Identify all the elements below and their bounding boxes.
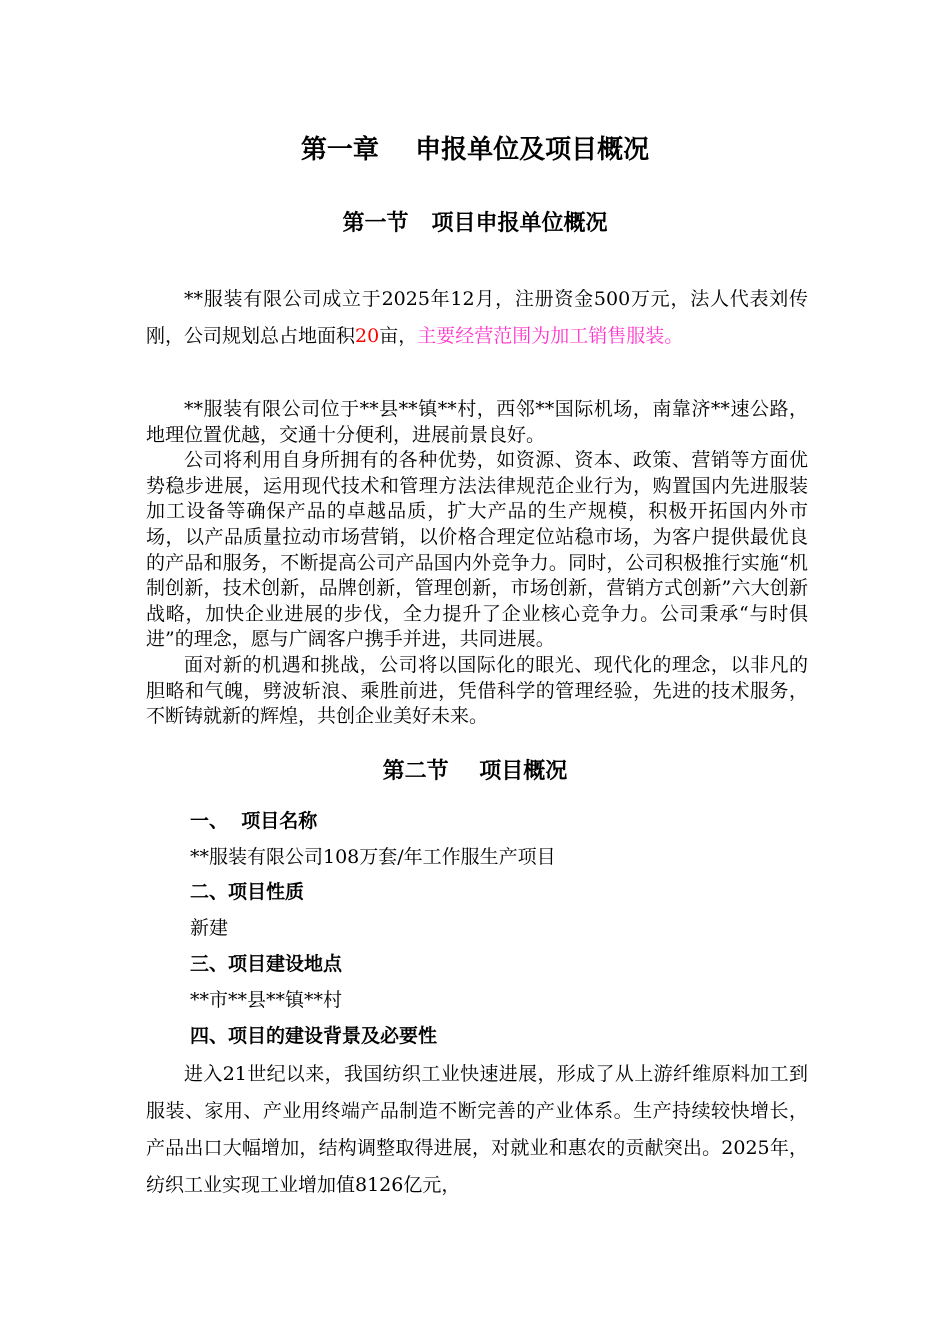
project-name-value: **服装有限公司108万套/年工作服生产项目	[190, 846, 556, 868]
project-location-heading: 三、项目建设地点	[190, 953, 343, 975]
outlook-paragraph: 面对新的机遇和挑战，公司将以国际化的眼光、现代化的理念，以非凡的胆略和气魄，劈波斩浪、乘胜前进，凭借科学的管理经验，先进的技术服务，不断铸就新的辉煌，共创企业美好未来。	[146, 653, 808, 728]
section-title-2: 第二节 项目概况	[382, 759, 568, 784]
business-scope-text: 主要经营范围为加工销售服装。	[417, 325, 684, 347]
strategy-paragraph: 公司将利用自身所拥有的各种优势，如资源、资本、政策、营销等方面优势稳步进展，运用现代技术和管理方法法律规范企业行为，购置国内先进服装加工设备等确保产品的卓越品质，扩大产品的生产规模，积极开拓国内外市场，以产品质量拉动市场营销，以价格合理定位站稳市场，为客户提供最优良的产品和服务，不断提高公司产品国内外竞争力。同时，公司积极推行实施“机制创新，技术创新，品牌创新，管理创新，市场创新，营销方式创新”六大创新战略，加快企业进展的步伐，全力提升了企业核心竞争力。公司秉承“与时俱进”的理念，愿与广阔客户携手并进，共同进展。	[146, 449, 808, 651]
background-heading: 四、项目的建设背景及必要性	[190, 1025, 438, 1047]
background-paragraph: 进入21世纪以来，我国纺织工业快速进展，形成了从上游纤维原料加工到服装、家用、产业用终端产品制造不断完善的产业体系。生产持续较快增长，产品出口大幅增加，结构调整取得进展，对就业和惠农的贡献突出。2025年，纺织工业实现工业增加值8126亿元，	[146, 1063, 808, 1196]
company-description-block	[146, 397, 808, 730]
area-unit-text: 亩，	[379, 325, 418, 347]
intro-text: **服装有限公司成立于2025年12月，注册资金500万元，法人代表刘传刚，公司规划总占地面积	[146, 288, 808, 347]
location-paragraph: **服装有限公司位于**县**镇**村，西邻**国际机场，南靠济**速公路，地理位置优越，交通十分便利，进展前景良好。	[146, 398, 808, 446]
project-location-value: **市**县**镇**村	[190, 989, 343, 1011]
project-nature-value: 新建	[190, 917, 229, 939]
project-name-heading: 一、 项目名称	[190, 810, 318, 832]
company-intro-paragraph	[146, 281, 808, 355]
background-paragraph-block	[146, 1056, 808, 1204]
site-area-value: 20	[355, 325, 380, 347]
chapter-title: 第一章 申报单位及项目概况	[300, 135, 650, 165]
project-nature-heading: 二、项目性质	[190, 881, 305, 903]
section-title-1: 第一节 项目申报单位概况	[342, 211, 608, 236]
